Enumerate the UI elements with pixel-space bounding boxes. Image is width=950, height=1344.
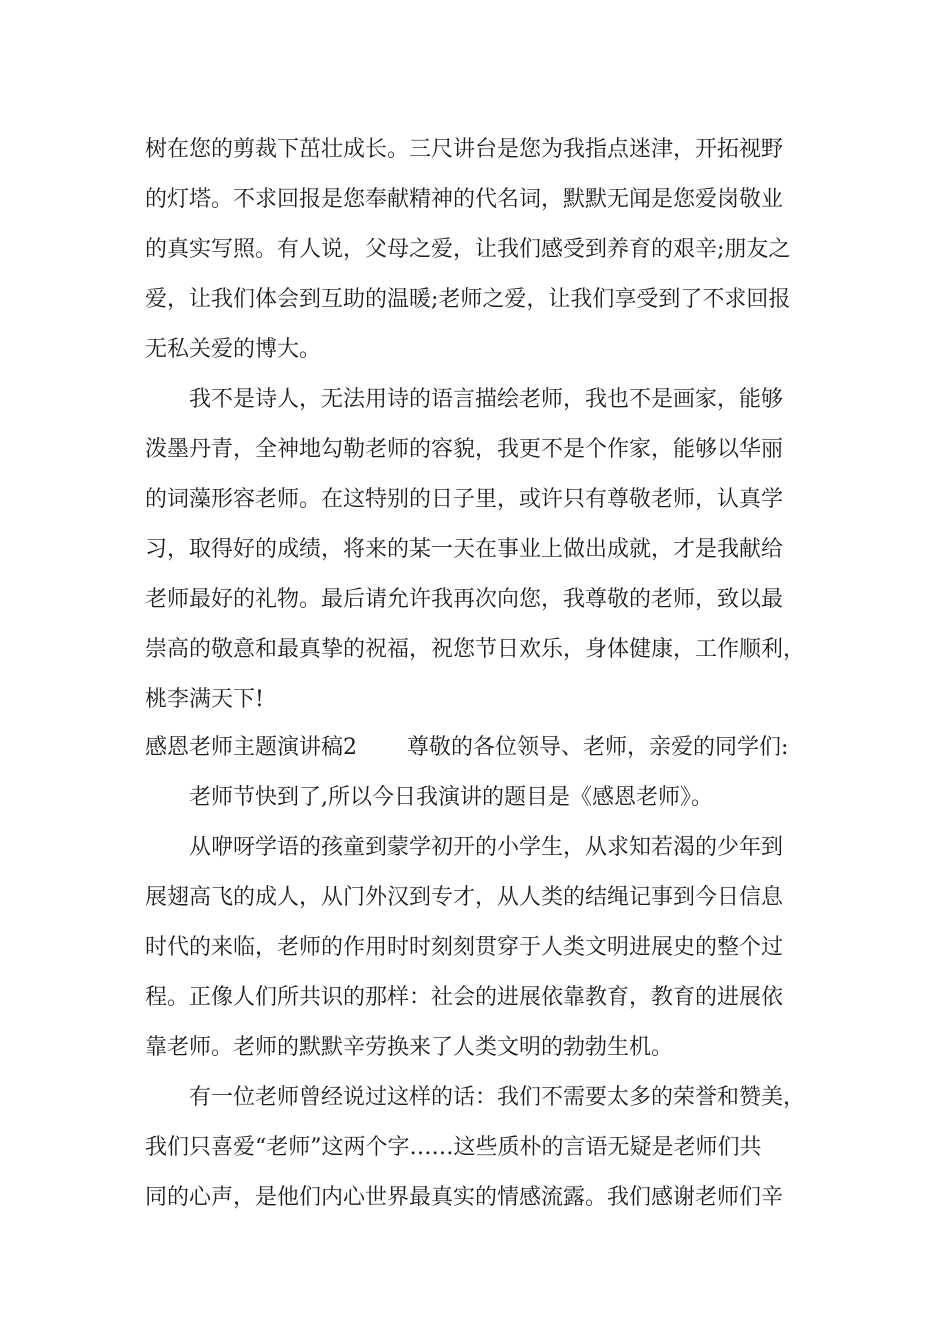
salutation: 尊敬的各位领导、老师，亲爱的同学们:: [407, 735, 789, 760]
text-line: 同的心声，是他们内心世界最真实的情感流露。我们感谢老师们辛: [145, 1185, 784, 1210]
text-line: 程。正像人们所共识的那样：社会的进展依靠教育，教育的进展依: [145, 985, 784, 1010]
paragraph-start-line: 有一位老师曾经说过这样的话：我们不需要太多的荣誉和赞美，: [189, 1085, 806, 1110]
text-line: 的真实写照。有人说，父母之爱，让我们感受到养育的艰辛;朋友之: [145, 237, 791, 262]
text-line: 时代的来临，老师的作用时时刻刻贯穿于人类文明进展史的整个过: [145, 935, 784, 960]
text-line: 泼墨丹青，全神地勾勒老师的容貌，我更不是个作家，能够以华丽: [145, 437, 784, 462]
text-line: 树在您的剪裁下茁壮成长。三尺讲台是您为我指点迷津，开拓视野: [145, 137, 784, 162]
section-heading: [145, 728, 825, 768]
text-line: 爱，让我们体会到互助的温暖;老师之爱，让我们享受到了不求回报: [145, 287, 791, 312]
text-line: 习，取得好的成绩，将来的某一天在事业上做出成就，才是我献给: [145, 537, 784, 562]
text-line: 靠老师。老师的默默辛劳换来了人类文明的勃勃生机。: [145, 1035, 674, 1060]
text-line: 展翅高飞的成人，从门外汉到专才，从人类的结绳记事到今日信息: [145, 885, 784, 910]
text-line: 的灯塔。不求回报是您奉献精神的代名词，默默无闻是您爱岗敬业: [145, 187, 784, 212]
paragraph-start-line: 老师节快到了,所以今日我演讲的题目是《感恩老师》。: [189, 785, 713, 810]
text-line: 我们只喜爱“老师”这两个字……这些质朴的言语无疑是老师们共: [145, 1135, 762, 1160]
text-line: 的词藻形容老师。在这特别的日子里，或许只有尊敬老师，认真学: [145, 487, 784, 512]
text-line: 老师最好的礼物。最后请允许我再次向您，我尊敬的老师，致以最: [145, 587, 784, 612]
text-line: 桃李满天下!: [145, 687, 264, 712]
paragraph-start-line: 我不是诗人，无法用诗的语言描绘老师，我也不是画家，能够: [189, 387, 784, 412]
text-line: 崇高的敬意和最真挚的祝福，祝您节日欢乐，身体健康，工作顺利，: [145, 637, 806, 662]
text-line: 无私关爱的博大。: [145, 337, 322, 362]
section-title: 感恩老师主题演讲稿2: [145, 735, 357, 760]
paragraph-start-line: 从咿呀学语的孩童到蒙学初开的小学生，从求知若渴的少年到: [189, 835, 784, 860]
